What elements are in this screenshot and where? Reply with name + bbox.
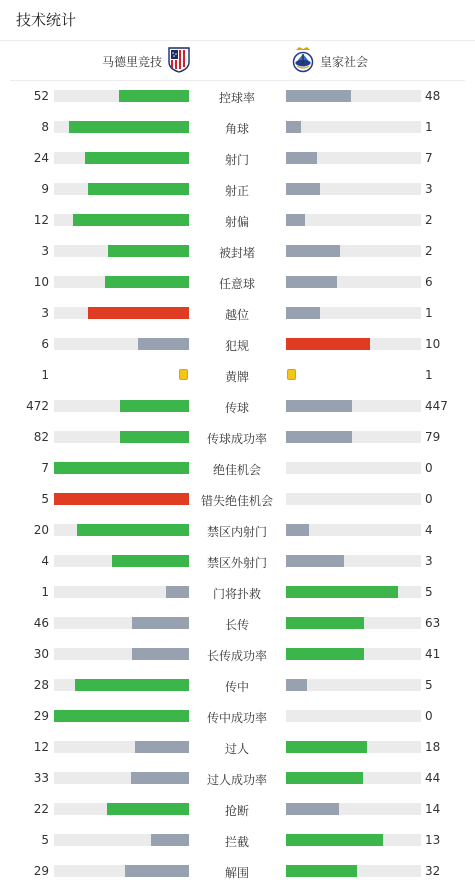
home-stat-value: 28 [33, 678, 49, 692]
away-stat-bar [286, 772, 363, 784]
stat-label: 解围 [224, 866, 249, 880]
away-stat-bar-track [286, 493, 421, 505]
away-stat-bar-track [286, 710, 421, 722]
away-stat-bar-track [286, 431, 421, 443]
stat-row [0, 112, 475, 143]
home-stat-bar [105, 276, 189, 288]
stat-row [0, 825, 475, 856]
away-stat-value: 5 [425, 585, 433, 599]
stat-row [0, 298, 475, 329]
home-stat-bar-track [54, 152, 189, 164]
away-stat-bar [286, 152, 317, 164]
home-stat-value: 3 [41, 244, 49, 258]
home-stat-bar [112, 555, 189, 567]
away-stat-bar-track [286, 307, 421, 319]
home-stat-value: 29 [33, 709, 49, 723]
home-stat-value: 472 [26, 399, 49, 413]
away-stat-value: 48 [425, 89, 441, 103]
away-stat-bar [286, 90, 351, 102]
home-stat-value: 46 [33, 616, 49, 630]
away-stat-value: 44 [425, 771, 441, 785]
away-stat-bar [286, 741, 367, 753]
away-stat-bar [286, 121, 301, 133]
stat-label: 绝佳机会 [212, 463, 261, 477]
away-stat-bar-track [286, 586, 421, 598]
home-stat-bar-track [54, 214, 189, 226]
home-yellow-card-icon [179, 369, 188, 380]
away-stat-bar-track [286, 803, 421, 815]
stat-row [0, 608, 475, 639]
home-stat-bar [132, 617, 189, 629]
stat-label: 犯规 [224, 339, 249, 353]
stat-label: 射门 [224, 153, 249, 167]
away-stat-value: 79 [425, 430, 441, 444]
home-stat-bar [77, 524, 189, 536]
home-stat-value: 12 [33, 213, 49, 227]
home-stat-value: 6 [41, 337, 49, 351]
stat-row [0, 639, 475, 670]
home-stat-bar-track [54, 245, 189, 257]
stat-label: 拦截 [224, 835, 249, 849]
home-stat-bar-track [54, 121, 189, 133]
home-stat-bar [135, 741, 189, 753]
home-stat-bar [119, 90, 189, 102]
stat-label: 禁区内射门 [206, 525, 267, 539]
home-stat-bar-track [54, 183, 189, 195]
away-stat-value: 7 [425, 151, 433, 165]
home-stat-value: 10 [33, 275, 49, 289]
away-stat-bar-track [286, 524, 421, 536]
home-stat-bar [88, 307, 189, 319]
stat-label: 黄牌 [224, 370, 249, 384]
home-stat-value: 33 [33, 771, 49, 785]
away-stat-value: 41 [425, 647, 441, 661]
away-team[interactable] [292, 48, 368, 74]
home-stat-bar [75, 679, 189, 691]
home-stat-bar-track [54, 617, 189, 629]
stat-label: 任意球 [218, 277, 255, 291]
home-stat-bar [131, 772, 189, 784]
stat-label: 角球 [224, 122, 249, 136]
away-stat-bar [286, 276, 337, 288]
home-stat-bar [54, 710, 189, 722]
stat-row [0, 732, 475, 763]
away-stat-bar [286, 214, 305, 226]
home-stat-bar [125, 865, 189, 877]
home-stat-value: 22 [33, 802, 49, 816]
home-team-name: 马德里竞技 [102, 54, 163, 69]
stat-row [0, 763, 475, 794]
home-stat-value: 9 [41, 182, 49, 196]
away-stat-bar-track [286, 245, 421, 257]
away-stat-bar [286, 679, 307, 691]
home-stat-bar-track [54, 524, 189, 536]
away-stat-value: 2 [425, 213, 433, 227]
away-stat-bar [286, 865, 357, 877]
home-stat-value: 3 [41, 306, 49, 320]
away-stat-bar-track [286, 183, 421, 195]
away-stat-bar [286, 555, 344, 567]
home-stat-bar-track [54, 834, 189, 846]
away-stat-value: 0 [425, 492, 433, 506]
away-stat-value: 4 [425, 523, 433, 537]
home-stat-value: 5 [41, 833, 49, 847]
away-stat-bar-track [286, 90, 421, 102]
away-team-name: 皇家社会 [320, 54, 369, 69]
away-stat-bar [286, 617, 364, 629]
away-stat-value: 1 [425, 368, 433, 382]
stat-label: 传球 [224, 401, 249, 415]
real-sociedad-crest-icon [292, 47, 314, 76]
away-stat-bar-track [286, 648, 421, 660]
home-stat-value: 24 [33, 151, 49, 165]
stat-row [0, 205, 475, 236]
away-stat-bar [286, 431, 352, 443]
away-stat-bar-track [286, 121, 421, 133]
home-stat-bar [151, 834, 189, 846]
away-stat-bar [286, 524, 309, 536]
away-stat-bar [286, 648, 364, 660]
home-stat-bar-track [54, 741, 189, 753]
stat-label: 长传 [224, 618, 249, 632]
away-stat-bar-track [286, 617, 421, 629]
home-stat-bar [166, 586, 189, 598]
home-stat-bar-track [54, 865, 189, 877]
away-stat-bar [286, 338, 370, 350]
header-divider [0, 40, 475, 41]
stat-label: 过人 [224, 742, 249, 756]
home-stat-bar-track [54, 803, 189, 815]
stat-label: 门将扑救 [212, 587, 261, 601]
away-stat-value: 63 [425, 616, 441, 630]
away-stat-value: 447 [425, 399, 448, 413]
home-stat-bar-track [54, 710, 189, 722]
away-stat-value: 5 [425, 678, 433, 692]
away-stat-value: 2 [425, 244, 433, 258]
home-stat-bar-track [54, 555, 189, 567]
home-stat-bar [132, 648, 189, 660]
home-stat-bar [73, 214, 189, 226]
away-stat-value: 1 [425, 306, 433, 320]
stat-row [0, 856, 475, 887]
stat-row [0, 143, 475, 174]
away-stat-bar [286, 586, 398, 598]
home-stat-value: 5 [41, 492, 49, 506]
stat-label: 被封堵 [218, 246, 255, 260]
stat-label: 越位 [224, 308, 249, 322]
home-stat-value: 7 [41, 461, 49, 475]
away-stat-value: 6 [425, 275, 433, 289]
home-stat-value: 52 [33, 89, 49, 103]
away-stat-value: 0 [425, 709, 433, 723]
home-stat-bar [107, 803, 189, 815]
away-stat-value: 14 [425, 802, 441, 816]
away-stat-bar [286, 245, 340, 257]
away-stat-bar-track [286, 152, 421, 164]
stat-label: 过人成功率 [206, 773, 267, 787]
away-stat-value: 0 [425, 461, 433, 475]
home-stat-value: 8 [41, 120, 49, 134]
home-stat-bar-track [54, 586, 189, 598]
stat-row [0, 515, 475, 546]
stat-label: 错失绝佳机会 [200, 494, 273, 508]
away-stat-bar-track [286, 214, 421, 226]
stat-label: 传中 [224, 680, 249, 694]
home-stat-bar-track [54, 493, 189, 505]
away-stat-bar-track [286, 741, 421, 753]
away-stat-bar [286, 803, 339, 815]
home-stat-bar-track [54, 648, 189, 660]
atletico-madrid-crest-icon [168, 47, 190, 76]
away-stat-value: 32 [425, 864, 441, 878]
away-stat-bar-track [286, 555, 421, 567]
away-stat-value: 3 [425, 554, 433, 568]
home-stat-value: 29 [33, 864, 49, 878]
home-stat-bar-track [54, 462, 189, 474]
away-stat-bar [286, 183, 320, 195]
home-stat-bar [120, 400, 189, 412]
home-stat-bar [138, 338, 189, 350]
stat-row [0, 453, 475, 484]
home-stat-bar [54, 493, 189, 505]
stat-row [0, 422, 475, 453]
page-title: 技术统计 [16, 11, 77, 29]
home-stat-bar [69, 121, 189, 133]
home-stat-bar [88, 183, 189, 195]
away-stat-bar-track [286, 276, 421, 288]
home-stat-bar-track [54, 400, 189, 412]
home-stat-bar [54, 462, 189, 474]
away-stat-bar-track [286, 772, 421, 784]
stat-row [0, 360, 475, 391]
home-stat-bar-track [54, 679, 189, 691]
home-stat-value: 12 [33, 740, 49, 754]
away-stat-value: 13 [425, 833, 441, 847]
home-stat-bar-track [54, 431, 189, 443]
stat-label: 传球成功率 [206, 432, 267, 446]
away-stat-value: 3 [425, 182, 433, 196]
away-stat-value: 10 [425, 337, 441, 351]
stat-row [0, 391, 475, 422]
home-stat-bar-track [54, 307, 189, 319]
stat-row [0, 81, 475, 112]
stat-label: 传中成功率 [206, 711, 267, 725]
stat-label: 控球率 [218, 91, 255, 105]
home-stat-value: 1 [41, 368, 49, 382]
home-stat-bar-track [54, 276, 189, 288]
home-stat-bar-track [54, 338, 189, 350]
stat-row [0, 701, 475, 732]
stat-label: 射正 [224, 184, 249, 198]
home-stat-value: 82 [33, 430, 49, 444]
away-stat-bar [286, 834, 383, 846]
home-stat-value: 4 [41, 554, 49, 568]
stat-row [0, 546, 475, 577]
stat-row [0, 267, 475, 298]
home-stat-value: 1 [41, 585, 49, 599]
home-stat-value: 30 [33, 647, 49, 661]
stat-row [0, 329, 475, 360]
away-stat-bar-track [286, 462, 421, 474]
away-stat-value: 1 [425, 120, 433, 134]
stat-row [0, 794, 475, 825]
home-stat-bar [108, 245, 189, 257]
stat-label: 抢断 [224, 804, 249, 818]
away-stat-bar [286, 307, 320, 319]
stat-row [0, 577, 475, 608]
stat-label: 长传成功率 [206, 649, 267, 663]
home-stat-value: 20 [33, 523, 49, 537]
stat-row [0, 484, 475, 515]
away-stat-bar-track [286, 834, 421, 846]
home-team[interactable] [102, 48, 190, 74]
stat-row [0, 236, 475, 267]
away-stat-bar [286, 400, 352, 412]
stat-label: 禁区外射门 [206, 556, 267, 570]
stat-label: 射偏 [224, 215, 249, 229]
home-stat-bar-track [54, 772, 189, 784]
home-stat-bar [120, 431, 189, 443]
stat-row [0, 174, 475, 205]
home-stat-bar-track [54, 90, 189, 102]
away-stat-bar-track [286, 338, 421, 350]
away-yellow-card-icon [287, 369, 296, 380]
away-stat-value: 18 [425, 740, 441, 754]
away-stat-bar-track [286, 865, 421, 877]
stat-row [0, 670, 475, 701]
away-stat-bar-track [286, 679, 421, 691]
away-stat-bar-track [286, 400, 421, 412]
home-stat-bar [85, 152, 189, 164]
